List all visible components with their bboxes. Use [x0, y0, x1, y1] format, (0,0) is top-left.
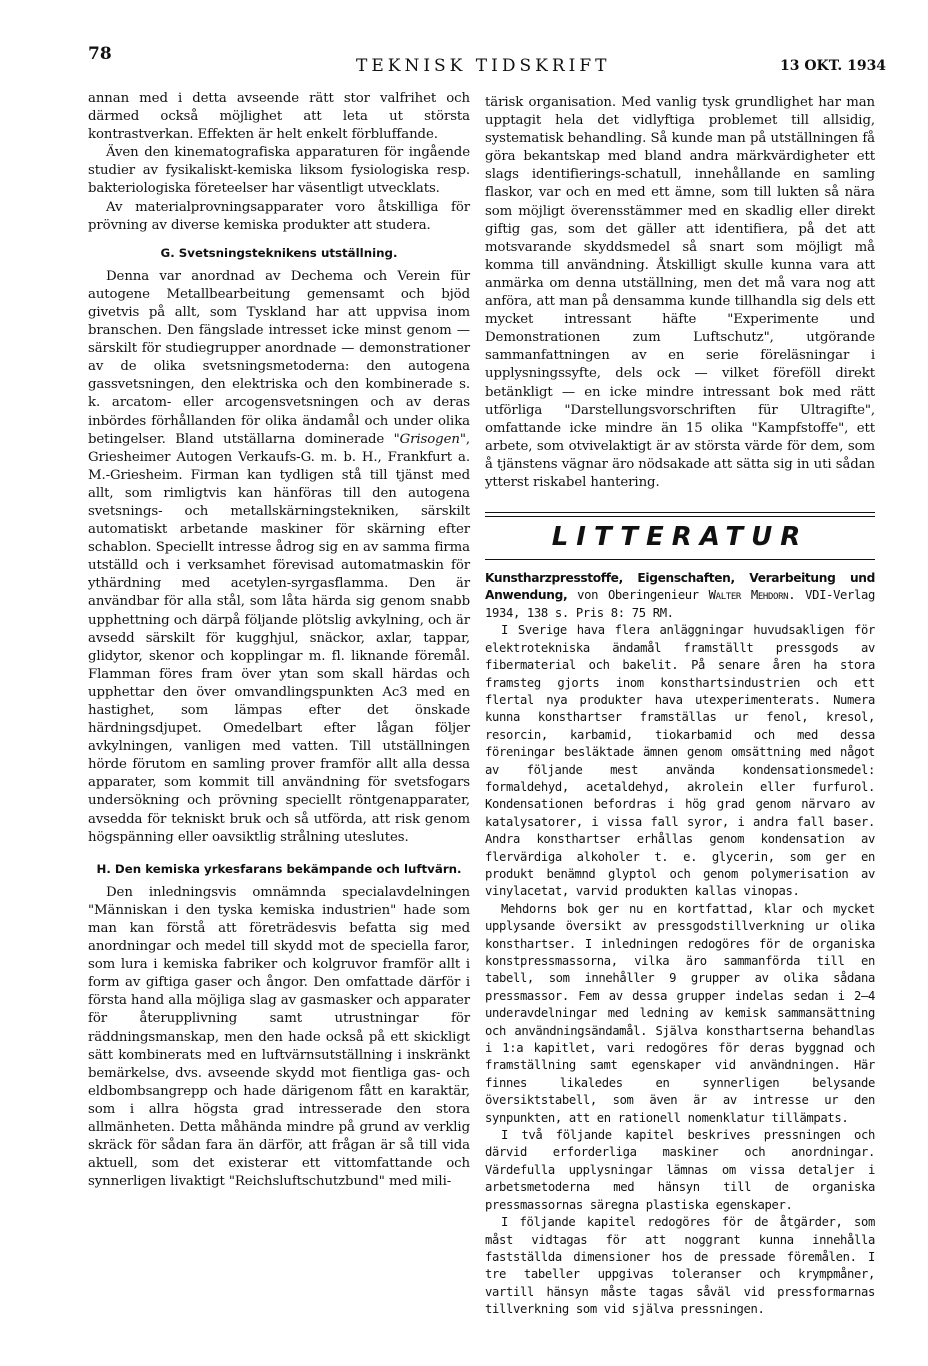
section-heading-h: H. Den kemiska yrkesfarans bekämpande och luftvärn.	[96, 861, 462, 876]
divider	[485, 516, 875, 517]
section-banner: LITTERATUR	[551, 522, 809, 553]
paragraph: Mehdorns bok ger nu en kortfattad, klar och mycket upplysande översikt av pressgodstillverkning ur olika konsthartser. I inledningen redogöres för de organiska konstpressmassorna, vilka äro sammanförda till en tabell, som innehåller 9 grupper av olika sådana pressmassor. Fem av dessa grupper indelas sedan i 2—4 underavdelningar med ledning av kemisk sammansättning och användningsändamål. Själva konsthartserna behandlas i 1:a kapitlet, vari redogöres för deras byggnad och framställning samt egenskaper vid användningen. Här finnes likaledes en synnerligen belysande översiktstabell, som även är av intresse ur den synpunkten, att en rationell nomenklatur tillämpats.	[485, 901, 875, 1125]
book-author: Walter Mehdorn.	[708, 588, 796, 603]
text-run: Denna var anordnad av Dechema och Verein für autogene Metallbearbeitung gemensamt och bjöd givetvis på allt, som Tyskland har att uppvisa inom branschen. Den fängslade intresset icke minst genom — särskilt för studiegrupper anordnade — demonstrationer av de olika svetsningsmetoderna: den autogena gassvetsningen, den elektriska och den kombinerade s. k. arcatom- eller arcogensvetsningen och av deras inbördes förhållanden för olika ändamål och under olika betingelser. Bland utställarna dominerade	[88, 268, 470, 447]
left-column	[88, 90, 470, 1191]
text-run: , Griesheimer Autogen Verkaufs-G. m. b. H., Frankfurt a. M.-Griesheim. Firman kan tydligen stå till tjänst med allt, som rimligtvis kan hänföras till den autogena svetsnings- och metallskärningstekniken, särskilt automatiskt arbetande maskiner för skärning efter schablon. Speciellt intresse ådrog sig en av samma firma utställd och i verksamhet förevisad automatmaskin för ythärdning med acetylen-syrgasflamma. Den är användbar för alla stål, som låta härda sig genom snabb upphettning och därpå följande plötslig avkylning, och är avsedd särskilt för kugghjul, snäckor, axlar, tappar, glidytor, skenor och kopplingar m. fl. liknande föremål. Flamman föres fram över ytan som skall härdas och upphettar den över omvandlingspunkten Ac3 med en hastighet, som lämpas efter det önskade härdningsdjupet. Omedelbart efter lågan följer avkylningen, vanligen med vatten. Till utställningen hörde förutom en samling prover framför allt alla dessa apparater, som kommit till användning för svetsfogars undersökning och prövning speciellt röntgenapparater, avsedda för tekniskt bruk och så utförda, att risk genom högspänning eller oavsiktlig strålning uteslutes.	[88, 431, 470, 845]
paragraph: I Sverige hava flera anläggningar huvudsakligen för elektrotekniska ändamål framställt pressgods av fibermaterial och bakelit. På senare åren ha stora framsteg gjorts inom konsthartsindustrien och ett flertal nya produkter hava utexperimenterats. Numera kunna konsthartser framställas ur fenol, kresol, resorcin, karbamid, tiokarbamid och med dessa föreningar besläktade ämnen genom omsättning med något av följande mest använda kondensationsmedel: formaldehyd, acetaldehyd, akrolein eller furfurol. Kondensationen befordras i hög grad genom närvaro av katalysatorer, i vissa fall syror, i andra fall baser. Andra konsthartser erhållas genom kondensation av flervärdiga alkoholer t. e. glycerin, som ger en produkt benämnd glyptol och genom polymerisation av vinylacetat, varvid produkten kallas vinopas.	[485, 623, 875, 899]
paragraph: I två följande kapitel beskrives pressningen och därvid erforderliga maskiner och anordningar. Värdefulla upplysningar lämnas om vissa detaljer i arbetsmetoderna med hänsyn till de organiska pressmassornas säregna plastiska egenskaper.	[485, 1128, 875, 1212]
section-heading-g: G. Svetsningsteknikens utställning.	[160, 245, 398, 260]
text-run: von Oberingenieur	[567, 588, 709, 603]
paragraph: annan med i detta avseende rätt stor valfrihet och därmed också möjlighet att leta ut största kontrastverkan. Effekten är helt enkelt förbluffande.	[88, 91, 470, 143]
paragraph: I följande kapitel redogöres för de åtgärder, som måst vidtagas för att noggrant kunna innehålla fastställda dimensioner hos de pressade föremålen. I tre tabeller uppgivas toleranser och krympmåner, vartill hänsyn måste tagas såväl vid pressformarnas tillverkning som vid själva pressningen.	[485, 1215, 875, 1317]
literature-banner	[485, 512, 875, 560]
page-number: 78	[88, 44, 112, 64]
book-citation	[485, 570, 875, 622]
paragraph: tärisk organisation. Med vanlig tysk grundlighet har man upptagit hela det vidlyftiga problemet till allsidig, systematisk behandling. Så kunde man på utställningen få göra bekantskap med bland andra märkvärdigheter ett slags identifierings-schatull, innehållande en samling flaskor, var och en med ett ämne, som till lukten så nära som möjligt överensstämmer med en skadlig eller direkt giftig gas, som det gäller att identifiera, på det att motsvarande skyddsmedel så snart som möjligt må komma till användning. Åtskilligt skulle kunna vara att anmärka om denna utställning, men det må vara nog att anföra, att man på densamma kunde tillhandla sig dels ett mycket intressant häfte "Experimente und Demonstrationen zum Luftschutz", utgörande sammanfattningen av en serie föreläsningar i upplysningssyfte, dels ock — vilket föreföll direkt betänkligt — en icke mindre intressant bok med rätt utförliga "Darstellungsvorschriften für Ultragifte", omfattande icke mindre än 15 olika "Kampfstoffe", ett arbete, som otvivelaktigt är av största värde för dem, som å tjänstens vägnar äro nödsakade att sätta sig in uti sådan ytterst riskabel hantering.	[485, 95, 875, 490]
journal-title: TEKNISK TIDSKRIFT	[356, 56, 611, 76]
italic-text: "Grisogen"	[393, 431, 466, 447]
book-title: Kunstharzpresstoffe, Eigenschaften, Verarbeitung und Anwendung,	[485, 571, 875, 603]
issue-date: 13 OKT. 1934	[780, 58, 887, 74]
paragraph	[88, 268, 470, 847]
paragraph: Även den kinematografiska apparaturen för ingående studier av fysikaliskt-kemiska liksom fysiologiska resp. bakteriologiska företeelser har väsentligt utvecklats.	[88, 145, 470, 197]
divider	[485, 559, 875, 560]
divider	[485, 512, 875, 513]
text-run: VDI-Verlag 1934, 138 s. Pris 8: 75 RM.	[485, 588, 875, 620]
right-column	[485, 94, 875, 1319]
paragraph: Den inledningsvis omnämnda specialavdelningen "Människan i den tyska kemiska industrien" hade som man kan förstå att företrädesvis befatta sig med anordningar och medel till skydd mot de speciella faror, som lura i kemiska fabriker och kolgruvor framför allt i form av giftiga gaser och ångor. Den omfattade därför i första hand alla möjliga slag av gasmasker och apparater för återupplivning samt utrustningar för räddningsmanskap, men den hade också på ett skickligt sätt kombinerats med en luftvärnsutställning i inskränkt bemärkelse, dvs. avseende skydd mot fientliga gas- och eldbombsangrepp och hade därigenom fått en karaktär, som i allra högsta grad intresserade den stora allmänheten. Detta måhända mindre på grund av verklig skräck för sådan fara än därför, att frågan är så till vida aktuell, som det existerar ett vittomfattande och synnerligen livaktigt "Reichsluftschutzbund" med mili-	[88, 884, 470, 1190]
paragraph: Av materialprovningsapparater voro åtskilliga för prövning av diverse kemiska produkter att studera.	[88, 199, 470, 233]
